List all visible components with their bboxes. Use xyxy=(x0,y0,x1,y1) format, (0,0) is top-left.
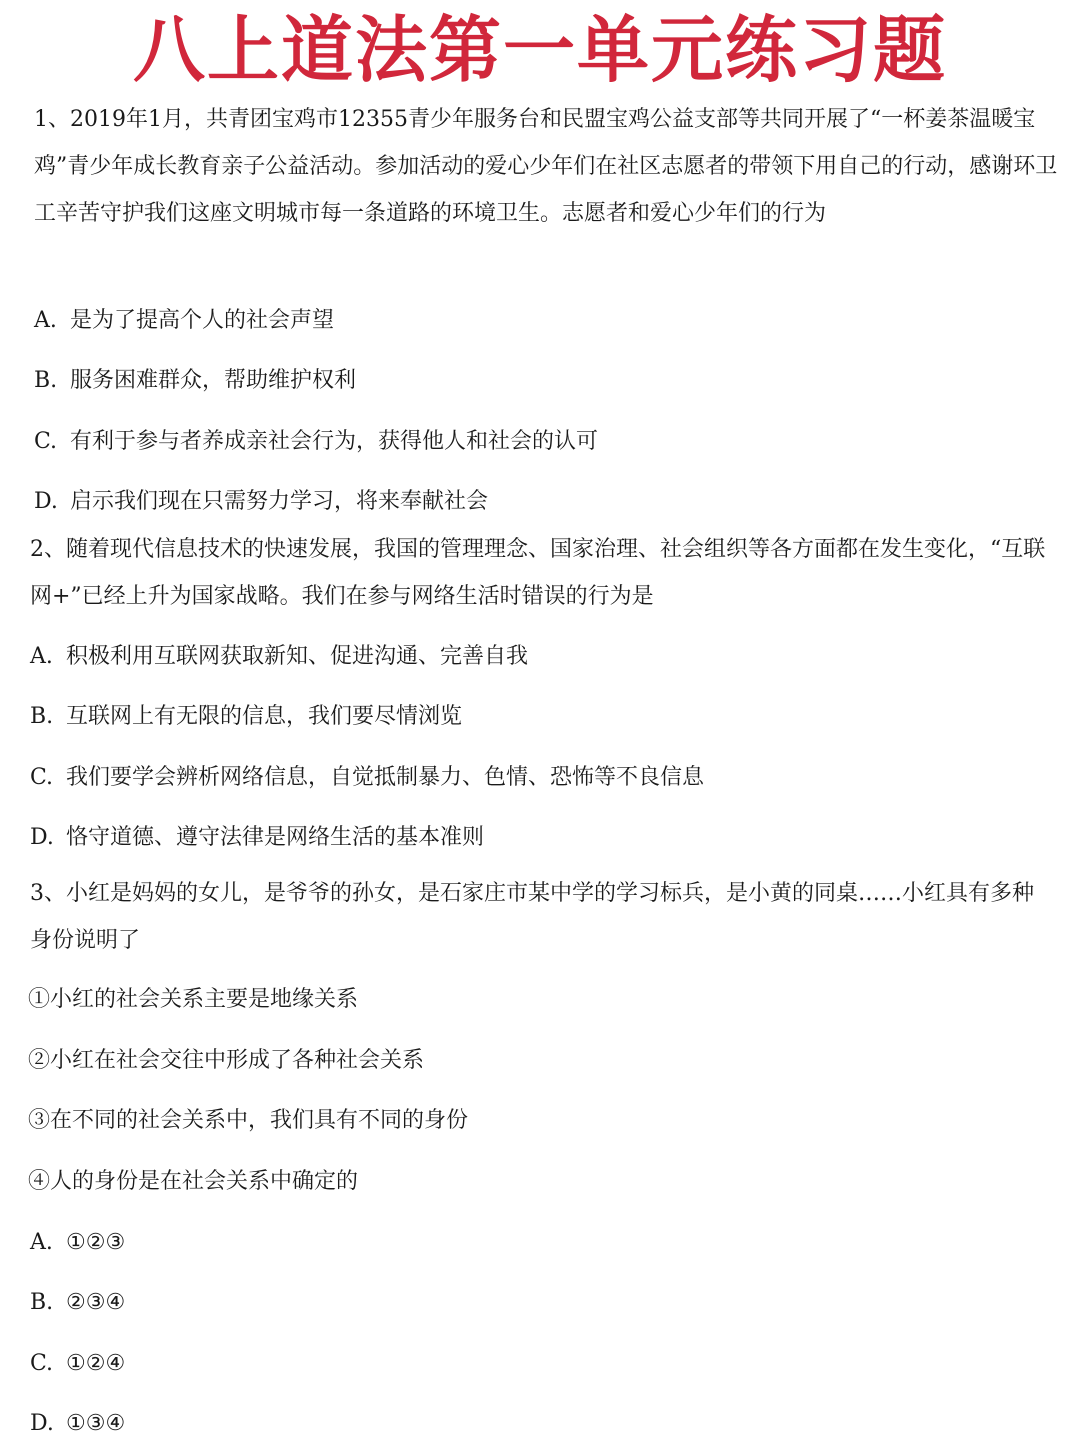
question-3-stem: 3、小红是妈妈的女儿，是爷爷的孙女，是石家庄市某中学的学习标兵，是小黄的同桌……小红具有多种身份说明了 xyxy=(30,881,1035,953)
option-text: ②③④ xyxy=(66,1290,126,1315)
option-letter: C. xyxy=(34,429,58,454)
option-letter: B. xyxy=(30,1290,54,1315)
question-2-stem: 2、随着现代信息技术的快速发展，我国的管理理念、国家治理、社会组织等各方面都在发生变化，“互联网+”已经上升为国家战略。我们在参与网络生活时错误的行为是 xyxy=(30,537,1046,609)
option-letter: B. xyxy=(34,368,58,393)
q3-option-b[interactable] xyxy=(30,1288,125,1318)
q3-option-c[interactable] xyxy=(30,1349,125,1379)
option-text: ①②③ xyxy=(66,1230,126,1255)
option-letter: D. xyxy=(34,489,58,514)
option-text: 我们要学会辨析网络信息，自觉抵制暴力、色情、恐怖等不良信息 xyxy=(66,765,705,790)
question-1-stem: 1、2019年1月，共青团宝鸡市12355青少年服务台和民盟宝鸡公益支部等共同开展了“一杯姜茶温暖宝鸡”青少年成长教育亲子公益活动。参加活动的爱心少年们在社区志愿者的带领下用自己的行动，感谢环卫工辛苦守护我们这座文明城市每一条道路的环境卫生。志愿者和爱心少年们的行为 xyxy=(34,107,1058,226)
option-text: ①③④ xyxy=(66,1411,126,1436)
q3-statement-2: ②小红在社会交往中形成了各种社会关系 xyxy=(28,1048,425,1073)
option-text: 恪守道德、遵守法律是网络生活的基本准则 xyxy=(66,825,485,850)
option-letter: D. xyxy=(30,825,54,850)
option-letter: A. xyxy=(30,1230,53,1255)
option-letter: C. xyxy=(30,1351,54,1376)
option-text: 积极利用互联网获取新知、促进沟通、完善自我 xyxy=(66,644,529,669)
option-text: 互联网上有无限的信息，我们要尽情浏览 xyxy=(66,704,463,729)
option-text: 启示我们现在只需努力学习，将来奉献社会 xyxy=(70,489,489,514)
q2-option-a[interactable] xyxy=(30,642,528,672)
q1-option-d[interactable] xyxy=(34,487,488,517)
option-letter: C. xyxy=(30,765,54,790)
option-letter: A. xyxy=(34,308,57,333)
option-text: ①②④ xyxy=(66,1351,126,1376)
option-letter: B. xyxy=(30,704,54,729)
option-text: 有利于参与者养成亲社会行为，获得他人和社会的认可 xyxy=(70,429,599,454)
q3-option-a[interactable] xyxy=(30,1228,125,1258)
q1-option-a[interactable] xyxy=(34,306,334,336)
q3-statement-1: ①小红的社会关系主要是地缘关系 xyxy=(28,987,359,1012)
q3-statement-4: ④人的身份是在社会关系中确定的 xyxy=(28,1169,359,1194)
option-letter: D. xyxy=(30,1411,54,1436)
q1-option-c[interactable] xyxy=(34,427,598,457)
page-title: 八上道法第一单元练习题 xyxy=(132,8,947,92)
q2-option-b[interactable] xyxy=(30,702,462,732)
option-letter: A. xyxy=(30,644,53,669)
q2-option-d[interactable] xyxy=(30,823,484,853)
q3-option-d[interactable] xyxy=(30,1409,125,1439)
q2-option-c[interactable] xyxy=(30,763,704,793)
q1-option-b[interactable] xyxy=(34,366,356,396)
option-text: 是为了提高个人的社会声望 xyxy=(70,308,335,333)
option-text: 服务困难群众，帮助维护权利 xyxy=(70,368,357,393)
q3-statement-3: ③在不同的社会关系中，我们具有不同的身份 xyxy=(28,1108,469,1133)
